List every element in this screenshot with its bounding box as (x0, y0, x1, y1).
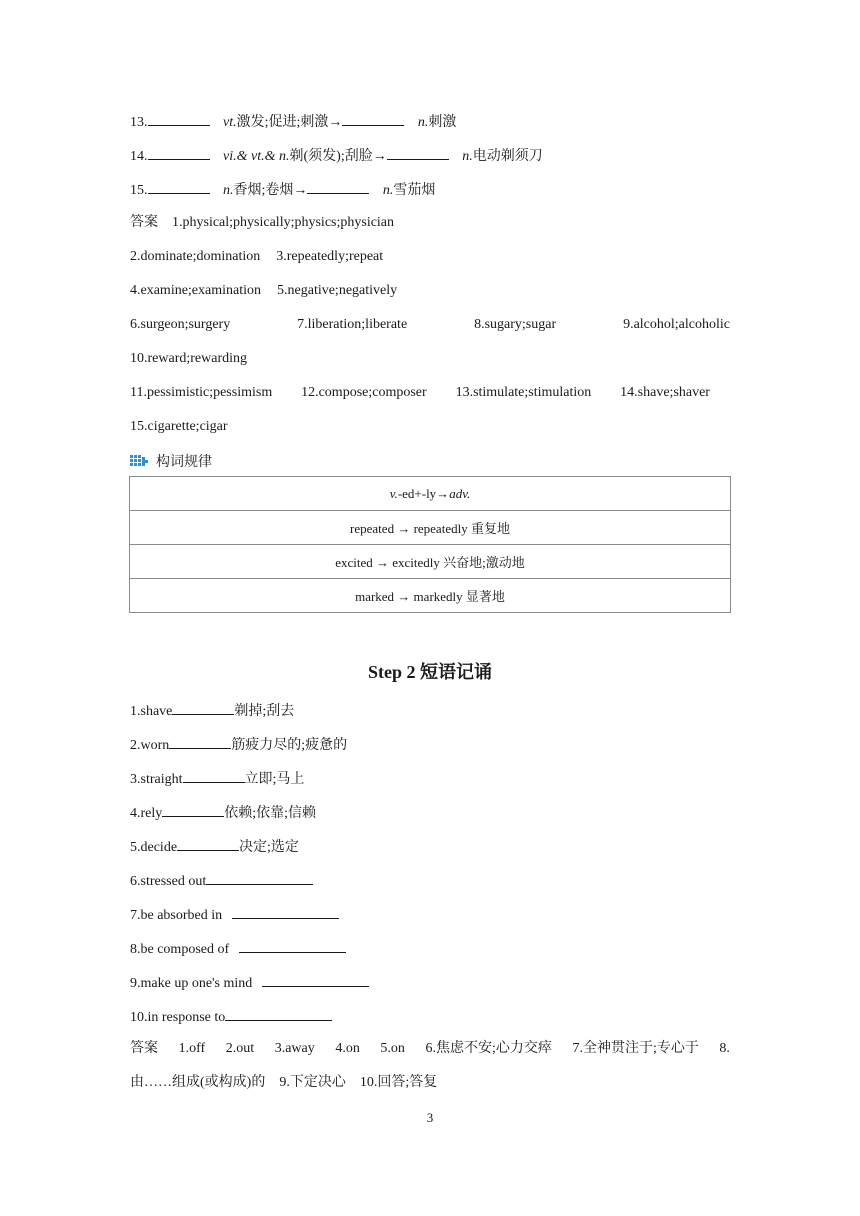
table-row (130, 545, 731, 579)
answer-line-1: 答案 1.physical;physically;physics;physician (130, 215, 395, 230)
answer-blank[interactable] (162, 803, 224, 817)
table-row (130, 477, 731, 511)
phrase-item: 5.decide 决定;选定 (130, 837, 299, 857)
phrase-item: 10.in response to (130, 1007, 332, 1027)
answer-blank[interactable] (262, 973, 369, 987)
answer-blank[interactable] (148, 112, 210, 126)
answer-line-4: 6.surgeon;surgery 7.liberation;liberate 8.sugary;sugar 9.alcohol;alcoholic (130, 317, 730, 332)
answer-blank[interactable] (169, 735, 231, 749)
phrase-item: 4.rely 依赖;依靠;信赖 (130, 803, 316, 823)
phrase-item: 3.straight 立即;马上 (130, 769, 304, 789)
answer-line: 答案 1.off 2.out 3.away 4.on 5.on 6.焦虑不安;心力交瘁 7.全神贯注于;专心于 8. (130, 1041, 730, 1056)
answer-blank[interactable] (183, 769, 245, 783)
phrase-item: 7.be absorbed in (130, 905, 339, 925)
answer-blank[interactable] (172, 701, 234, 715)
vocab-item-14: 14. vi.& vt.& n.剃(须发);刮脸→ n.电动剃须刀 (130, 146, 543, 166)
answer-blank[interactable] (342, 112, 404, 126)
table-cell: excited → excitedly 兴奋地;激动地 (130, 545, 731, 579)
answer-blank[interactable] (148, 180, 210, 194)
vocab-item-15: 15. n.香烟;卷烟→ n.雪茄烟 (130, 180, 435, 200)
rule-heading: 构词规律 (130, 451, 212, 471)
answer-blank[interactable] (239, 939, 346, 953)
answer-blank[interactable] (387, 146, 449, 160)
phrase-item: 9.make up one's mind (130, 973, 369, 993)
page-number: 3 (426, 1110, 434, 1125)
vocab-item-13: 13. vt.激发;促进;刺激→ n.刺激 (130, 112, 456, 132)
answer-blank[interactable] (232, 905, 339, 919)
answer-line-2: 2.dominate;domination 3.repeatedly;repeat (130, 249, 384, 264)
table-cell: repeated → repeatedly 重复地 (130, 511, 731, 545)
answer-blank[interactable] (225, 1007, 332, 1021)
answer-blank[interactable] (177, 837, 239, 851)
table-header-cell: v.-ed+-ly→adv. (130, 477, 731, 511)
phrase-item: 1.shave 剃掉;刮去 (130, 701, 294, 721)
table-row (130, 511, 731, 545)
table-row (130, 579, 731, 613)
answer-line-7: 15.cigarette;cigar (130, 419, 228, 434)
phrase-item: 6.stressed out (130, 871, 313, 891)
answer-line-5: 10.reward;rewarding (130, 351, 248, 366)
table-cell: marked → markedly 显著地 (130, 579, 731, 613)
answer-blank[interactable] (148, 146, 210, 160)
answer-line-6: 11.pessimistic;pessimism 12.compose;composer 13.stimulate;stimulation 14.shave;shaver (130, 385, 710, 400)
answer-line-3: 4.examine;examination 5.negative;negatively (130, 283, 398, 298)
word-formation-table (129, 476, 731, 613)
answer-line: 由……组成(或构成)的 9.下定决心 10.回答;答复 (130, 1075, 438, 1090)
phrase-item: 2.worn 筋疲力尽的;疲惫的 (130, 735, 347, 755)
phrase-item: 8.be composed of (130, 939, 346, 959)
answer-blank[interactable] (307, 180, 369, 194)
section-title: Step 2 短语记诵 (367, 662, 492, 682)
grid-bullet-icon (130, 455, 148, 467)
answer-blank[interactable] (206, 871, 313, 885)
